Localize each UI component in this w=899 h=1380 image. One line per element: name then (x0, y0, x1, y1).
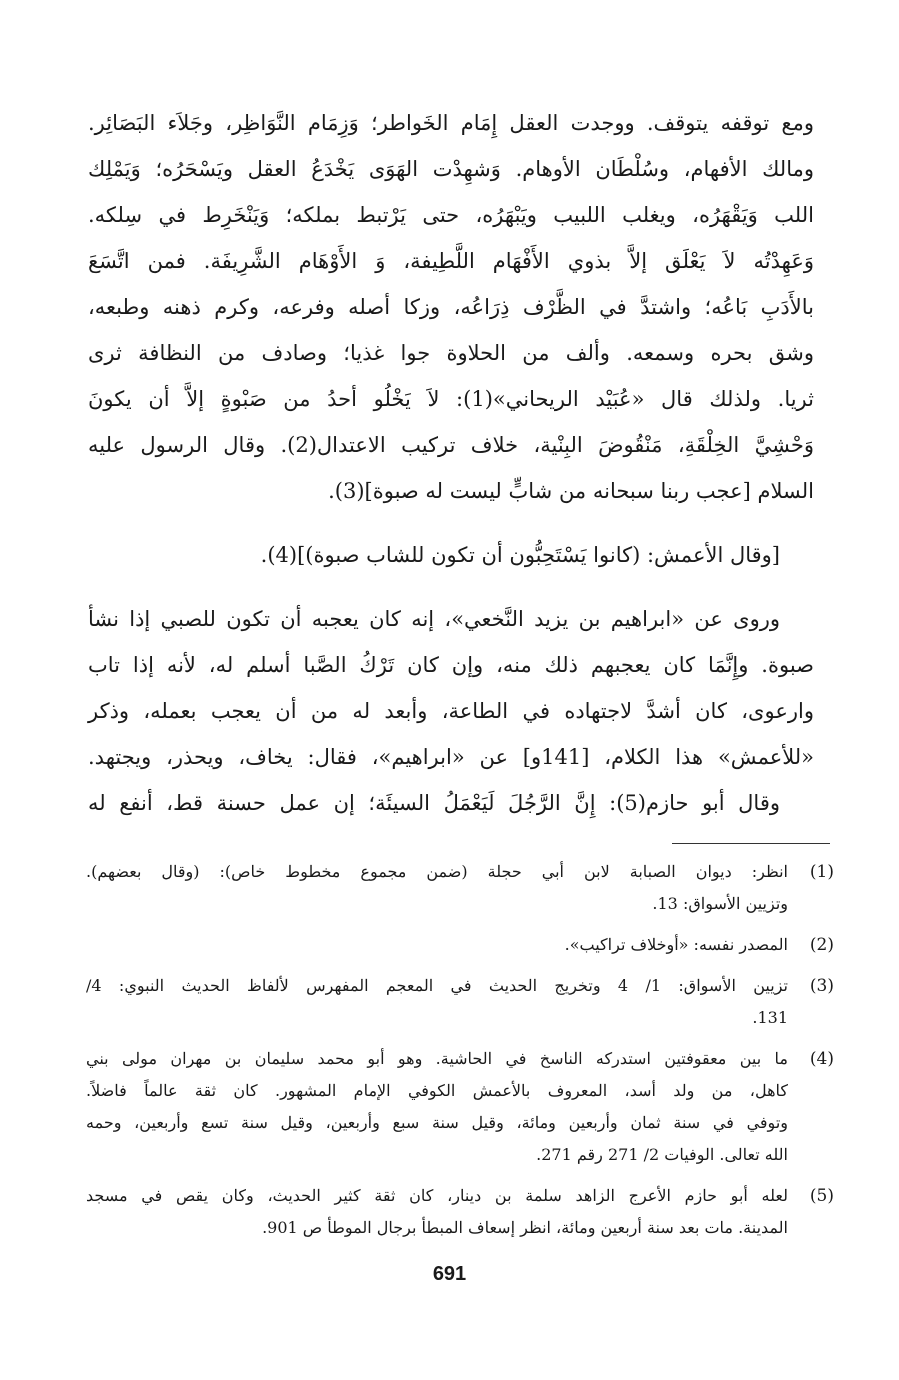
footnote-text (86, 929, 788, 961)
text-line: صبوة. وإِنَّمَا كان يعجبهم ذلك منه، وإن كان تَرْكُ الصَّبا أسلم له، لأنه إذا تاب (88, 653, 814, 677)
footnote-separator (672, 843, 830, 844)
page-number: 691 (432, 1263, 467, 1285)
text-line: بالأَدَبِ بَاعُه؛ واشتدَّ في الظَّرْف ذِرَاعُه، وزكا أصله وفرعه، وكرم ذهنه وطبعه، (88, 295, 815, 319)
text-line: وارعوى، كان أشدَّ لاجتهاده في الطاعة، وأبعد له من أن يعجب بعمله، وذكر (88, 699, 814, 723)
text-line: وروى عن «ابراهيم بن يزيد النَّخعي»، إنه كان يعجبه أن تكون للصبي إذا نشأ (88, 607, 780, 631)
footnote-3 (86, 970, 834, 1034)
footnote-text (86, 856, 788, 920)
footnote-4 (86, 1043, 834, 1171)
paragraph-2 (88, 532, 814, 578)
text-line: ومع توقفه يتوقف. ووجدت العقل إِمَام الخَواطر؛ وَزِمَام النَّوَاظِر، وجَلاَء البَصَائِر. (88, 111, 814, 135)
paragraph-gap (88, 578, 814, 596)
text-line: السلام [عجب ربنا سبحانه من شابٍّ ليست له صبوة](3). (328, 479, 814, 503)
footnote-line: 131. (752, 1008, 788, 1027)
paragraph-1 (88, 100, 814, 514)
text-line: [وقال الأعمش: (كانوا يَسْتَحِبُّون أن تكون للشاب صبوة)](4). (260, 543, 780, 567)
text-line: اللب وَيَقْهَرُه، ويغلب اللبيب ويَبْهَرُه، حتى يَرْتبط بملكه؛ وَيَنْخَرِط في سِلكه. (88, 203, 814, 227)
footnote-number: (2) (809, 935, 834, 955)
footnote-number: (3) (809, 976, 834, 996)
text-line: «للأعمش» هذا الكلام، [141و] عن «ابراهيم»، فقال: يخاف، ويحذر، ويجتهد. (88, 745, 815, 769)
footnote-line: المصدر نفسه: «أوخلاف تراكيب». (564, 935, 788, 954)
footnote-number: (5) (809, 1186, 834, 1206)
main-text (88, 100, 814, 826)
text-line: وَعَهِدْتُه لاَ يَعْلَق إلاَّ بذوي الأَفْهَام اللَّطِيفة، وَ الأَوْهَام الشَّرِيفَة. فمن اتَّسَعَ (88, 249, 814, 273)
text-line: ثريا. ولذلك قال «عُبَيْد الريحاني»(1): لاَ يَخْلُو أحدُ من صَبْوةٍ إلاَّ أن يكونَ (88, 387, 814, 411)
text-line: وَحْشِيَّ الخِلْقَةِ، مَنْقُوضَ البِنْية، خلاف تركيب الاعتدال(2). وقال الرسول عليه (88, 433, 814, 457)
footnote-number: (4) (809, 1049, 834, 1069)
footnote-1 (86, 856, 834, 920)
footnote-line: وتزيين الأسواق: 13. (652, 894, 788, 913)
footnote-line: المدينة. مات بعد سنة أربعين ومائة، انظر إسعاف المبطأ برجال الموطأ ص 901. (262, 1218, 788, 1237)
footnote-text (86, 970, 788, 1034)
footnote-2 (86, 929, 834, 961)
footnote-text (86, 1180, 788, 1244)
text-line: وقال أبو حازم(5): إِنَّ الرَّجُلَ لَيَعْمَلُ السيئَة؛ إن عمل حسنة قط، أنفع له (88, 791, 780, 815)
footnote-number: (1) (809, 862, 834, 882)
footnote-line: لعله أبو حازم الأعرج الزاهد سلمة بن دينار، كان ثقة كثير الحديث، وكان يقص في مسجد (86, 1186, 789, 1205)
footnotes (86, 856, 834, 1253)
text-line: ومالك الأفهام، وسُلْطَان الأوهام. وَشهِدْت الهَوَى يَخْدَعُ العقل ويَسْحَرُه؛ وَيَمْلِك (88, 157, 814, 181)
paragraph-4 (88, 780, 814, 826)
paragraph-3 (88, 596, 814, 780)
paragraph-gap (88, 514, 814, 532)
footnote-5 (86, 1180, 834, 1244)
footnote-line: ما بين معقوفتين استدركه الناسخ في الحاشية. وهو أبو محمد سليمان بن مهران مولى بني (86, 1049, 788, 1068)
footnote-line: الله تعالى. الوفيات 2/ 271 رقم 271. (536, 1145, 788, 1164)
footnote-line: انظر: ديوان الصبابة لابن أبي حجلة (ضمن مجموع مخطوط خاص): (وقال بعضهم). (86, 862, 788, 881)
text-line: وشق بحره وسمعه. وألف من الحلاوة جوا غذيا؛ وصادف من النظافة ثرى (88, 341, 814, 365)
footnote-text (86, 1043, 788, 1171)
footnote-line: كاهل، من ولد أسد، المعروف بالأعمش الكوفي الإمام المشهور. كان ثقة عالماً فاضلاً. (86, 1081, 788, 1100)
footnote-line: وتوفي في سنة ثمان وأربعين ومائة، وقيل سنة سبع وأربعين، وقيل سنة تسع وأربعين، وحمه (86, 1113, 788, 1132)
footnote-line: تزيين الأسواق: 1/ 4 وتخريج الحديث في المعجم المفهرس لألفاظ الحديث النبوي: 4/ (86, 976, 788, 995)
